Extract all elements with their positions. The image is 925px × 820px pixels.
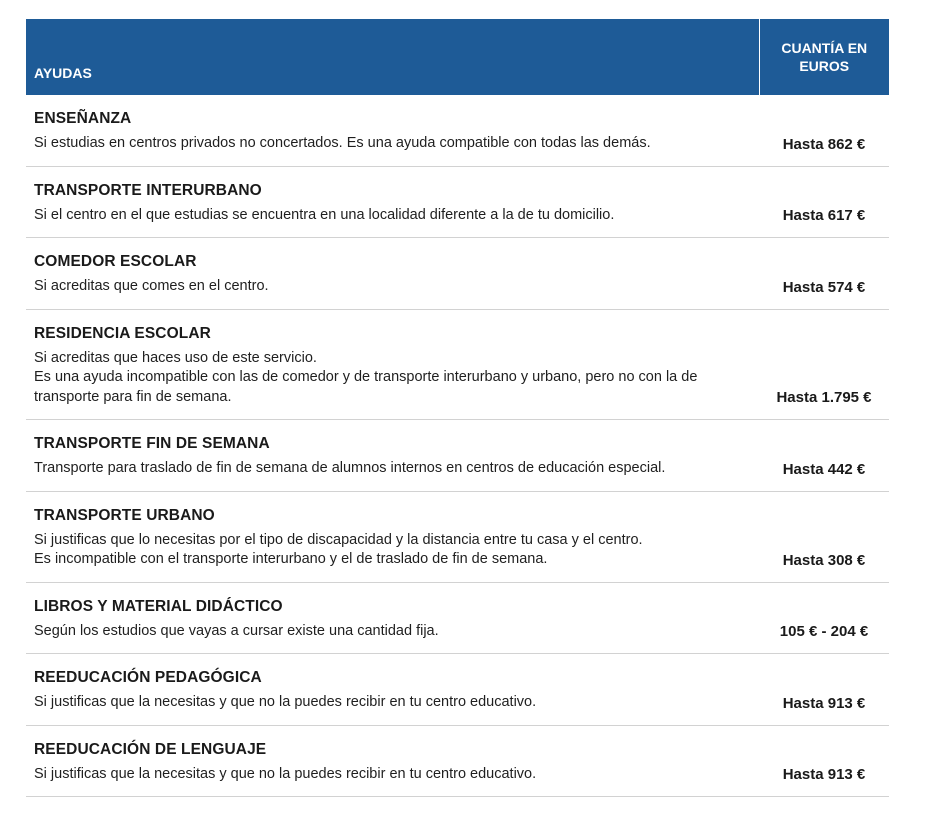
aid-title: TRANSPORTE URBANO	[34, 506, 215, 524]
aid-cell	[26, 491, 759, 582]
table-row	[26, 725, 889, 797]
aid-description: Si justificas que la necesitas y que no la puedes recibir en tu centro educativo.	[34, 765, 537, 782]
aid-title: TRANSPORTE FIN DE SEMANA	[34, 435, 270, 452]
table-row	[26, 309, 889, 420]
aid-amount: Hasta 913 €	[759, 654, 889, 726]
aid-title: RESIDENCIA ESCOLAR	[34, 324, 211, 342]
table-row	[26, 491, 889, 582]
aid-amount: Hasta 913 €	[759, 725, 889, 797]
aid-title: ENSEÑANZA	[34, 110, 132, 127]
aid-amount: Hasta 308 €	[759, 491, 889, 582]
aid-amount: Hasta 1.795 €	[759, 309, 889, 420]
aid-cell	[26, 654, 759, 726]
table-row	[26, 582, 889, 654]
aid-amount: 105 € - 204 €	[759, 582, 889, 654]
aid-amount: Hasta 442 €	[759, 420, 889, 492]
aid-description: Si estudias en centros privados no concertados. Es una ayuda compatible con todas las demás.	[34, 135, 651, 151]
aid-description: Si acreditas que haces uso de este servicio. Es una ayuda incompatible con las de comedor y de transporte interurbano y urbano, pero no con la de transporte para fin de semana.	[34, 349, 698, 405]
table-row	[26, 654, 889, 726]
table-row	[26, 95, 889, 166]
aid-title: LIBROS Y MATERIAL DIDÁCTICO	[34, 597, 283, 615]
aid-amount: Hasta 574 €	[759, 238, 889, 310]
aid-title: REEDUCACIÓN DE LENGUAJE	[34, 740, 267, 758]
aid-description: Transporte para traslado de fin de semana de alumnos internos en centros de educación especial.	[34, 460, 666, 476]
aid-title: REEDUCACIÓN PEDAGÓGICA	[34, 669, 262, 686]
table-row	[26, 166, 889, 238]
aid-cell	[26, 166, 759, 238]
aid-table	[26, 19, 889, 797]
aid-cell	[26, 420, 759, 492]
header-cuantia: CUANTÍA EN EUROS	[759, 19, 889, 95]
aid-title: COMEDOR ESCOLAR	[34, 253, 197, 270]
table-row	[26, 238, 889, 310]
table-row	[26, 420, 889, 492]
header-ayudas: AYUDAS	[26, 19, 759, 95]
table-header	[26, 19, 889, 95]
aid-title: TRANSPORTE INTERURBANO	[34, 181, 262, 199]
aid-cell	[26, 725, 759, 797]
aid-description: Según los estudios que vayas a cursar existe una cantidad fija.	[34, 622, 439, 639]
aid-cell	[26, 582, 759, 654]
aid-cell	[26, 309, 759, 420]
aid-cell	[26, 95, 759, 166]
aid-description: Si justificas que lo necesitas por el tipo de discapacidad y la distancia entre tu casa y el centro. Es incompatible con el transporte interurbano y el de traslado de fin de semana.	[34, 531, 643, 567]
table-body	[26, 95, 889, 797]
header-row	[26, 19, 889, 95]
aid-description: Si acreditas que comes en el centro.	[34, 278, 269, 294]
aid-description: Si justificas que la necesitas y que no la puedes recibir en tu centro educativo.	[34, 694, 537, 710]
aid-amount: Hasta 617 €	[759, 166, 889, 238]
aid-cell	[26, 238, 759, 310]
aid-description: Si el centro en el que estudias se encuentra en una localidad diferente a la de tu domicilio.	[34, 206, 615, 223]
aid-amount: Hasta 862 €	[759, 95, 889, 166]
